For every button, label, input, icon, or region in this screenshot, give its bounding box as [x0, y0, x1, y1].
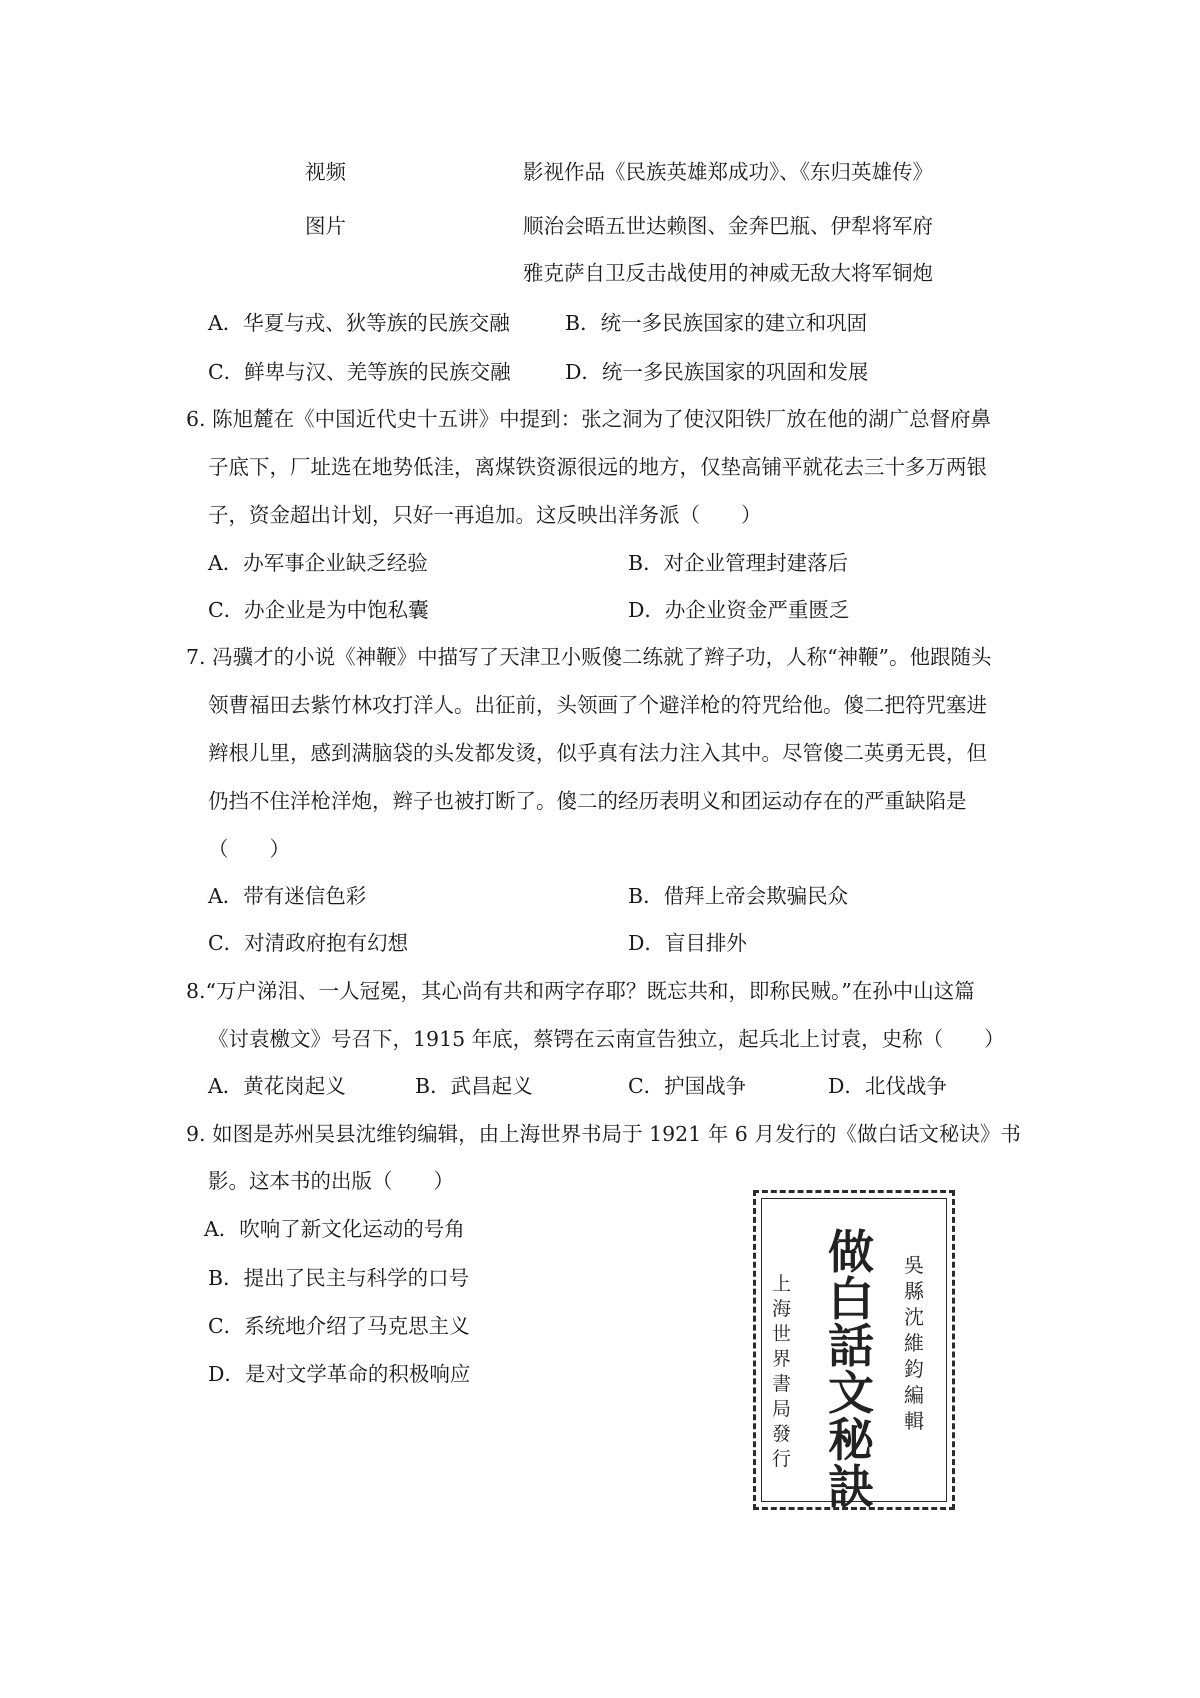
book-cover-publisher-char: 發 [772, 1423, 792, 1445]
table-label-image: 图片 [305, 214, 346, 238]
q8-stem-line-2: 《讨袁檄文》号召下，1915 年底，蔡锷在云南宣告独立，起兵北上讨袁，史称（ ） [208, 1027, 1005, 1051]
book-cover-publisher-char: 世 [772, 1323, 792, 1345]
book-cover-image [753, 1190, 955, 1514]
q9-option-a: A．吹响了新文化运动的号角 [204, 1217, 465, 1241]
q8-option-a: A．黄花岗起义 [208, 1074, 346, 1098]
book-cover-editor [904, 1255, 924, 1437]
book-cover-publisher-char: 海 [772, 1298, 792, 1320]
q6-option-c: C．办企业是为中饱私囊 [208, 598, 429, 622]
q9-stem-line-2: 影。这本书的出版（ ） [208, 1169, 454, 1193]
q7-option-c: C．对清政府抱有幻想 [208, 931, 409, 955]
book-cover-title-char: 訣 [828, 1460, 874, 1514]
q7-stem-line-5: （ ） [208, 837, 290, 861]
book-cover-editor-char: 鈞 [904, 1357, 924, 1381]
book-cover-editor-char: 縣 [904, 1279, 924, 1303]
q6-option-a: A．办军事企业缺乏经验 [208, 551, 428, 575]
q9-option-d: D．是对文学革命的积极响应 [208, 1362, 471, 1386]
book-cover-publisher-char: 局 [772, 1398, 792, 1420]
q6-stem-line-3: 子，资金超出计划，只好一再追加。这反映出洋务派（ ） [208, 503, 762, 527]
q6-stem-line-1: 6. 陈旭麓在《中国近代史十五讲》中提到：张之洞为了使汉阳铁厂放在他的湖广总督府鼻 [186, 407, 992, 431]
book-cover-publisher-char: 書 [772, 1373, 792, 1395]
q6-option-b: B．对企业管理封建落后 [628, 551, 849, 575]
q7-stem-line-2: 领曹福田去紫竹林攻打洋人。出征前，头领画了个避洋枪的符咒给他。傻二把符咒塞进 [208, 693, 987, 717]
q9-option-b: B．提出了民主与科学的口号 [208, 1266, 470, 1290]
q5-option-c: C．鲜卑与汉、羌等族的民族交融 [208, 360, 511, 384]
q9-stem-line-1: 9. 如图是苏州吴县沈维钧编辑，由上海世界书局于 1921 年 6 月发行的《做白话文秘诀》书 [186, 1122, 1021, 1146]
book-cover-publisher-char: 行 [772, 1448, 792, 1470]
book-cover-editor-char: 沈 [904, 1305, 924, 1329]
q7-stem-line-3: 辫根儿里，感到满脑袋的头发都发烫，似乎真有法力注入其中。尽管傻二英勇无畏，但 [208, 741, 987, 765]
table-label-video: 视频 [305, 160, 346, 184]
q5-option-d: D．统一多民族国家的巩固和发展 [565, 360, 869, 384]
table-content-video: 影视作品《民族英雄郑成功》、《东归英雄传》 [523, 160, 933, 184]
q7-option-a: A．带有迷信色彩 [208, 884, 367, 908]
book-cover-publisher [772, 1275, 791, 1475]
book-cover-publisher-char: 界 [772, 1348, 792, 1370]
q5-option-b: B．统一多民族国家的建立和巩固 [565, 311, 868, 335]
q8-option-d: D．北伐战争 [828, 1074, 947, 1098]
q6-stem-line-2: 子底下，厂址选在地势低洼，离煤铁资源很远的地方，仅垫高铺平就花去三十多万两银 [208, 455, 987, 479]
q5-option-a: A．华夏与戎、狄等族的民族交融 [208, 311, 510, 335]
q7-option-b: B．借拜上帝会欺骗民众 [628, 884, 849, 908]
book-cover-editor-char: 輯 [904, 1409, 924, 1433]
q7-stem-line-1: 7. 冯骥才的小说《神鞭》中描写了天津卫小贩傻二练就了辫子功，人称“神鞭”。他跟随头 [186, 645, 992, 669]
book-cover-publisher-char: 上 [772, 1273, 792, 1295]
q7-stem-line-4: 仍挡不住洋枪洋炮，辫子也被打断了。傻二的经历表明义和团运动存在的严重缺陷是 [208, 789, 967, 813]
q8-stem-line-1: 8.“万户涕泪、一人冠冕，其心尚有共和两字存耶？既忘共和，即称民贼。”在孙中山这篇 [186, 979, 975, 1003]
book-cover-title-char: 秘 [828, 1413, 874, 1467]
q8-option-b: B．武昌起义 [415, 1074, 533, 1098]
book-cover-title-char: 話 [828, 1319, 874, 1373]
book-cover-title-char: 做 [828, 1225, 874, 1279]
book-cover-editor-char: 吳 [904, 1253, 924, 1277]
q6-option-d: D．办企业资金严重匮乏 [628, 598, 850, 622]
q9-option-c: C．系统地介绍了马克思主义 [208, 1314, 470, 1338]
table-content-image: 顺治会晤五世达赖图、金奔巴瓶、伊犁将军府 [523, 214, 933, 238]
book-cover-editor-char: 編 [904, 1383, 924, 1407]
q8-option-c: C．护国战争 [628, 1074, 747, 1098]
book-cover-title-char: 白 [828, 1272, 874, 1326]
book-cover-title [828, 1225, 874, 1514]
book-cover-editor-char: 維 [904, 1331, 924, 1355]
q7-option-d: D．盲目排外 [628, 931, 747, 955]
table-content-image-cont: 雅克萨自卫反击战使用的神威无敌大将军铜炮 [523, 261, 933, 285]
book-cover-title-char: 文 [828, 1366, 874, 1420]
